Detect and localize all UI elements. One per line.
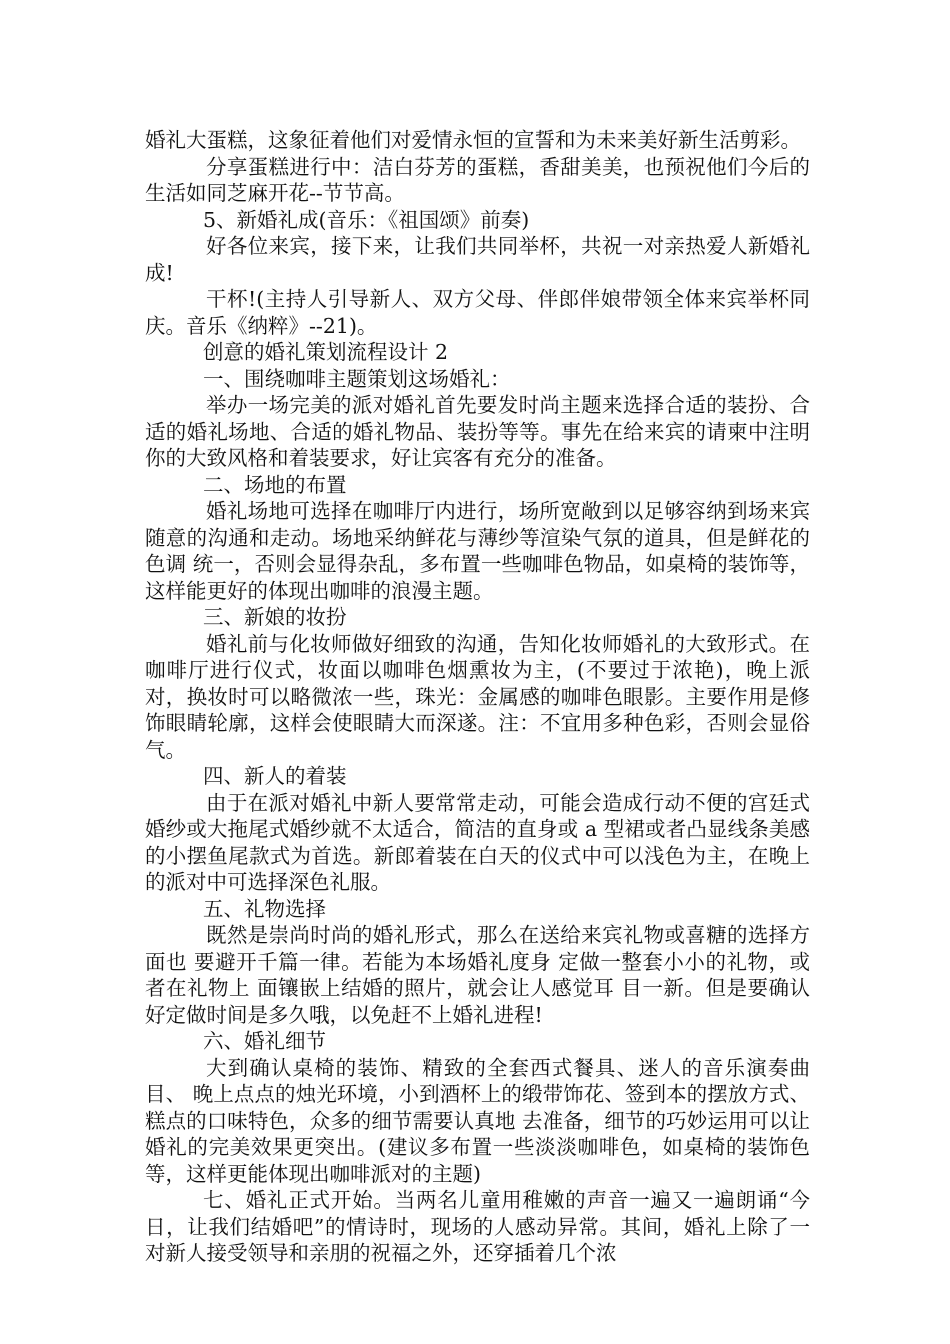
- paragraph-share-cake: 分享蛋糕进行中：洁白芬芳的蛋糕，香甜美美，也预祝他们今后的生活如同芝麻开花--节节高。: [145, 154, 810, 205]
- paragraph-attire: 由于在派对婚礼中新人要常常走动，可能会造成行动不便的宫廷式婚纱或大拖尾式婚纱就不太适合，简洁的直身或 a 型裙或者凸显线条美感的小摆鱼尾款式为首选。新郎着装在白天的仪式中可以浅色为主，在晚上的派对中可选择深色礼服。: [145, 790, 810, 894]
- heading-attire: 四、新人的着装: [203, 764, 347, 788]
- paragraph-cheers: 干杯!(主持人引导新人、双方父母、伴郎伴娘带领全体来宾举杯同庆。音乐《纳粹》--21)。: [145, 287, 810, 338]
- paragraph-ceremony-start: 七、婚礼正式开始。当两名儿童用稚嫩的声音一遍又一遍朗诵“今日，让我们结婚吧”的情诗时，现场的人感动异常。其间，婚礼上除了一对新人接受领导和亲朋的祝福之外，还穿插着几个浓: [145, 1188, 810, 1265]
- paragraph-gifts: 既然是崇尚时尚的婚礼形式，那么在送给来宾礼物或喜糖的选择方面也 要避开千篇一律。若能为本场婚礼度身 定做一整套小小的礼物，或者在礼物上 面镶嵌上结婚的照片，就会让人感觉耳 目一新。但是要确认好定做时间是多久哦，以免赶不上婚礼进程!: [145, 923, 810, 1027]
- document-body: [145, 127, 810, 1267]
- paragraph-venue: 婚礼场地可选择在咖啡厅内进行，场所宽敞到以足够容纳到场来宾随意的沟通和走动。场地采纳鲜花与薄纱等渲染气氛的道具，但是鲜花的色调 统一，否则会显得杂乱，多布置一些咖啡色物品，如桌椅的装饰等，这样能更好的体现出咖啡的浪漫主题。: [145, 499, 810, 603]
- paragraph-coffee-theme: 举办一场完美的派对婚礼首先要发时尚主题来选择合适的装扮、合适的婚礼场地、合适的婚礼物品、装扮等等。事先在给来宾的请柬中注明你的大致风格和着装要求，好让宾客有充分的准备。: [145, 393, 810, 470]
- heading-details: 六、婚礼细节: [203, 1029, 326, 1053]
- paragraph-cake-continued: 婚礼大蛋糕，这象征着他们对爱情永恒的宣誓和为未来美好新生活剪彩。: [145, 128, 801, 152]
- heading-coffee-theme: 一、围绕咖啡主题策划这场婚礼：: [203, 366, 511, 391]
- paragraph-details: 大到确认桌椅的装饰、精致的全套西式餐具、迷人的音乐演奏曲目、 晚上点点的烛光环境，小到酒杯上的缎带饰花、签到本的摆放方式、糕点的口味特色，众多的细节需要认真地 去准备，细节的巧妙运用可以让婚礼的完美效果更突出。(建议多布置一些淡淡咖啡色，如桌椅的装饰色等，这样更能体现出咖啡派对的主题): [145, 1055, 810, 1186]
- heading-gifts: 五、礼物选择: [203, 896, 326, 921]
- heading-bride-makeup: 三、新娘的妆扮: [203, 605, 347, 629]
- heading-creative-plan-2: 创意的婚礼策划流程设计 2: [203, 340, 449, 364]
- heading-venue: 二、场地的布置: [203, 472, 347, 497]
- paragraph-bride-makeup: 婚礼前与化妆师做好细致的沟通，告知化妆师婚礼的大致形式。在咖啡厅进行仪式，妆面以咖啡色烟熏妆为主，(不要过于浓艳)，晚上派对，换妆时可以略微浓一些，珠光：金属感的咖啡色眼影。主要作用是修饰眼睛轮廓，这样会使眼睛大而深遂。注：不宜用多种色彩，否则会显俗气。: [145, 631, 810, 762]
- heading-wedding-complete: 5、新婚礼成(音乐：《祖国颂》前奏): [203, 207, 530, 232]
- paragraph-toast: 好各位来宾，接下来，让我们共同举杯，共祝一对亲热爱人新婚礼成!: [145, 234, 810, 285]
